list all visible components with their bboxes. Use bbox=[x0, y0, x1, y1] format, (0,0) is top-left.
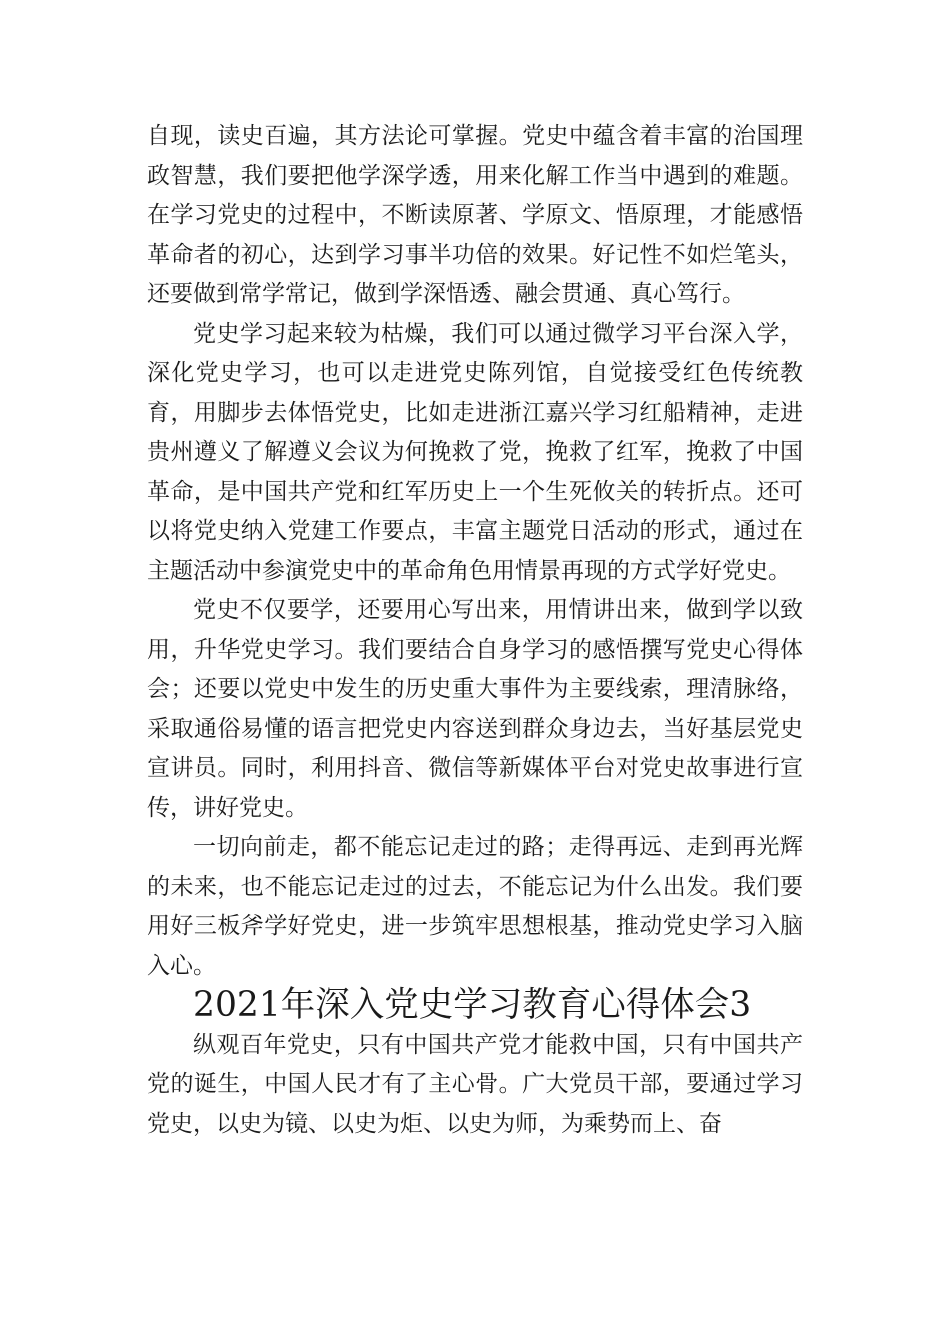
document-body bbox=[147, 117, 803, 1144]
paragraph: 党史不仅要学，还要用心写出来，用情讲出来，做到学以致用，升华党史学习。我们要结合自身学习的感悟撰写党史心得体会；还要以党史中发生的历史重大事件为主要线索，理清脉络，采取通俗易懂的语言把党史内容送到群众身边去，当好基层党史宣讲员。同时，利用抖音、微信等新媒体平台对党史故事进行宣传，讲好党史。 bbox=[147, 597, 803, 821]
paragraph: 纵观百年党史，只有中国共产党才能救中国，只有中国共产党的诞生，中国人民才有了主心骨。广大党员干部，要通过学习党史，以史为镜、以史为炬、以史为师，为乘势而上、奋 bbox=[147, 1031, 803, 1137]
paragraph: 自现，读史百遍，其方法论可掌握。党史中蕴含着丰富的治国理政智慧，我们要把他学深学透，用来化解工作当中遇到的难题。在学习党史的过程中，不断读原著、学原文、悟原理，才能感悟革命者的初心，达到学习事半功倍的效果。好记性不如烂笔头，还要做到常学常记，做到学深悟透、融会贯通、真心笃行。 bbox=[147, 123, 803, 307]
paragraph: 一切向前走，都不能忘记走过的路；走得再远、走到再光辉的未来，也不能忘记走过的过去，不能忘记为什么出发。我们要用好三板斧学好党史，进一步筑牢思想根基，推动党史学习入脑入心。 bbox=[147, 834, 803, 979]
section-title: 2021年深入党史学习教育心得体会3 bbox=[193, 985, 752, 1025]
paragraph: 党史学习起来较为枯燥，我们可以通过微学习平台深入学，深化党史学习，也可以走进党史陈列馆，自觉接受红色传统教育，用脚步去体悟党史，比如走进浙江嘉兴学习红船精神，走进贵州遵义了解遵义会议为何挽救了党，挽救了红军，挽救了中国革命，是中国共产党和红军历史上一个生死攸关的转折点。还可以将党史纳入党建工作要点，丰富主题党日活动的形式，通过在主题活动中参演党史中的革命角色用情景再现的方式学好党史。 bbox=[147, 320, 803, 584]
